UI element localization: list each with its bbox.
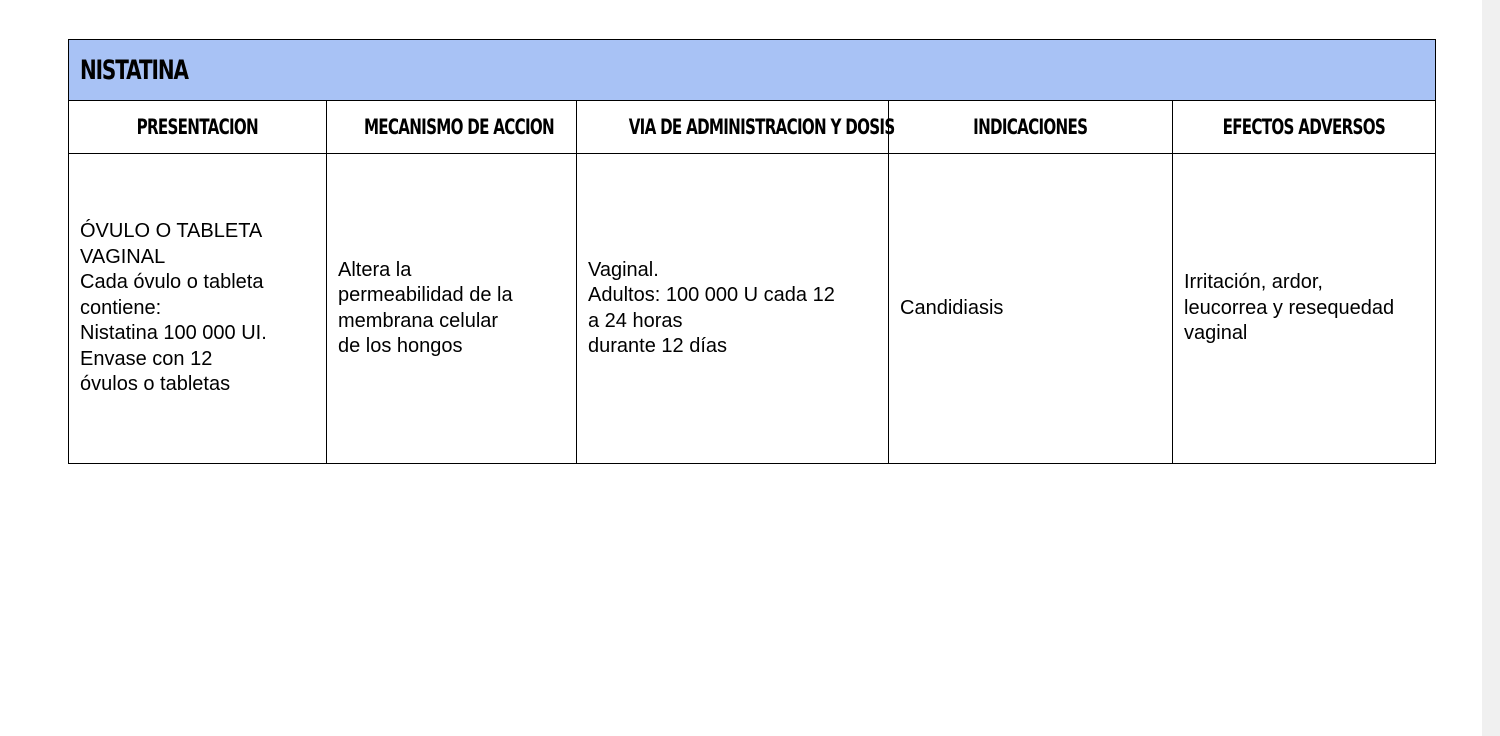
cell-presentacion <box>69 154 327 464</box>
header-row <box>69 101 1436 154</box>
cell-text: Candidiasis <box>900 296 1004 319</box>
title-row <box>69 40 1436 101</box>
drug-info-table <box>68 39 1436 464</box>
cell-efectos <box>1173 154 1436 464</box>
column-header-label: PRESENTACION <box>136 115 259 139</box>
column-header-indicaciones <box>889 101 1173 154</box>
column-header-presentacion <box>69 101 327 154</box>
cell-text: Altera la permeabilidad de la membrana celular de los hongos <box>338 258 513 357</box>
table-row <box>69 154 1436 464</box>
cell-mecanismo <box>327 154 577 464</box>
table-title-cell <box>69 40 1436 101</box>
column-header-via-dosis <box>577 101 895 154</box>
column-header-label: INDICACIONES <box>973 115 1088 139</box>
cell-text: Vaginal. Adultos: 100 000 U cada 12 a 24 horas durante 12 días <box>588 258 835 357</box>
column-header-label: VIA DE ADMINISTRACION Y DOSIS <box>628 115 895 139</box>
column-header-efectos <box>1173 101 1436 154</box>
table-title: NISTATINA <box>80 54 188 86</box>
cell-indicaciones <box>889 154 1173 464</box>
cell-via-dosis <box>577 154 889 464</box>
column-header-mecanismo <box>327 101 577 154</box>
cell-text: Irritación, ardor, leucorrea y resequedad vaginal <box>1184 271 1395 345</box>
column-header-label: EFECTOS ADVERSOS <box>1222 115 1386 139</box>
cell-text: ÓVULO O TABLETA VAGINAL Cada óvulo o tableta contiene: Nistatina 100 000 UI. Envase con 12 óvulos o tabletas <box>80 220 267 396</box>
column-header-label: MECANISMO DE ACCION <box>363 115 554 139</box>
